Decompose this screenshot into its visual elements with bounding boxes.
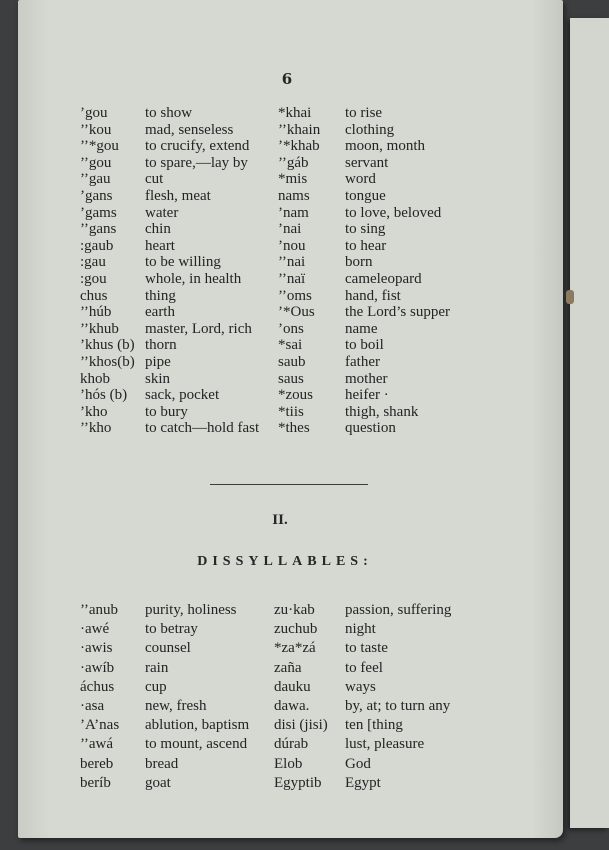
word-1: ’gou: [80, 105, 108, 121]
word-2: ’*khab: [278, 138, 320, 155]
word-2: *tiis: [278, 403, 304, 420]
meaning-2: hand, fist: [345, 287, 401, 304]
meaning-1: pipe: [145, 354, 171, 370]
meaning-1: goat: [145, 774, 171, 791]
meaning-2: born: [345, 254, 373, 271]
meaning-2: moon, month: [345, 138, 426, 155]
word-2: dúrab: [274, 736, 309, 753]
meaning-2: to feel: [345, 659, 383, 676]
meaning-2: father: [345, 354, 380, 370]
word-2: ’’naï: [278, 271, 306, 287]
meaning-2: ways: [345, 678, 376, 695]
vocabulary-row: [0, 271, 609, 288]
vocabulary-row: [0, 238, 609, 255]
word-1: ’’gans: [80, 221, 117, 238]
word-1: áchus: [80, 678, 115, 695]
word-1: ·awíb: [80, 659, 115, 676]
meaning-1: whole, in health: [145, 271, 242, 287]
section-divider: [210, 484, 368, 485]
meaning-2: night: [345, 621, 376, 638]
word-2: zaña: [274, 659, 302, 676]
meaning-2: the Lord’s supper: [345, 304, 450, 321]
vocabulary-row: [0, 698, 609, 715]
meaning-1: heart: [145, 237, 175, 254]
word-1: ’’anub: [80, 602, 119, 618]
vocabulary-row: [0, 736, 609, 753]
word-1: khob: [80, 370, 110, 387]
word-2: *za*zá: [274, 640, 316, 657]
word-1: ’’húb: [80, 304, 112, 321]
meaning-1: flesh, meat: [145, 188, 211, 204]
word-2: ’’gáb: [278, 154, 309, 171]
word-1: :gou: [80, 271, 107, 287]
section-number: II.: [272, 512, 288, 528]
meaning-2: mother: [345, 370, 388, 387]
word-2: zuchub: [274, 621, 318, 638]
word-1: chus: [80, 287, 108, 304]
vocabulary-row: [0, 122, 609, 139]
word-2: ’’khain: [278, 121, 321, 138]
vocabulary-row: [0, 679, 609, 696]
vocabulary-row: [0, 205, 609, 222]
meaning-1: to mount, ascend: [145, 736, 248, 753]
meaning-2: name: [345, 320, 378, 337]
word-1: ’khus (b): [80, 337, 135, 354]
word-1: ’’kho: [80, 420, 112, 437]
word-1: ·awé: [80, 621, 110, 638]
meaning-2: clothing: [345, 121, 395, 138]
vocabulary-row: [0, 756, 609, 773]
vocabulary-row: [0, 155, 609, 172]
meaning-1: thing: [145, 287, 176, 304]
meaning-1: new, fresh: [145, 698, 207, 714]
vocabulary-row: [0, 188, 609, 205]
word-1: ’gams: [80, 204, 117, 221]
vocabulary-row: [0, 717, 609, 734]
meaning-2: to taste: [345, 640, 388, 657]
word-2: *thes: [278, 420, 310, 437]
vocabulary-row: [0, 602, 609, 619]
word-2: dawa.: [274, 698, 310, 714]
meaning-2: ten [thing: [345, 717, 403, 734]
meaning-1: cut: [145, 171, 164, 188]
word-1: ’hós (b): [80, 387, 128, 404]
meaning-2: heifer ·: [345, 387, 389, 404]
word-1: bereb: [80, 755, 114, 772]
word-1: ’gans: [80, 188, 113, 204]
meaning-2: word: [345, 171, 376, 188]
vocabulary-row: [0, 288, 609, 305]
word-2: ’ons: [278, 320, 304, 337]
meaning-1: to betray: [145, 621, 198, 638]
meaning-2: thigh, shank: [345, 403, 419, 420]
word-2: ’’oms: [278, 287, 312, 304]
word-2: Egyptib: [274, 774, 322, 791]
meaning-1: bread: [145, 755, 179, 772]
meaning-2: lust, pleasure: [345, 736, 425, 753]
vocabulary-row: [0, 138, 609, 155]
meaning-1: master, Lord, rich: [145, 320, 252, 337]
word-2: *sai: [278, 337, 303, 354]
meaning-1: skin: [145, 370, 171, 387]
vocabulary-row: [0, 354, 609, 371]
section-title: DISSYLLABLES:: [197, 554, 373, 569]
word-1: beríb: [80, 774, 111, 791]
word-1: ’’awá: [80, 736, 114, 753]
meaning-1: cup: [145, 678, 167, 695]
word-1: ’’khos(b): [80, 354, 135, 370]
meaning-1: water: [145, 204, 179, 221]
word-2: *zous: [278, 387, 313, 404]
word-1: ’kho: [80, 403, 108, 420]
vocabulary-row: [0, 171, 609, 188]
meaning-1: counsel: [145, 640, 191, 657]
page-number: 6: [281, 70, 293, 88]
word-2: ’’nai: [278, 254, 306, 271]
word-1: ·awis: [80, 640, 113, 657]
word-1: :gau: [80, 254, 106, 271]
meaning-1: to catch—hold fast: [145, 420, 260, 437]
meaning-1: to be willing: [145, 254, 221, 271]
vocabulary-row: [0, 337, 609, 354]
meaning-2: cameleopard: [345, 271, 422, 287]
vocabulary-row: [0, 105, 609, 122]
word-2: dauku: [274, 678, 311, 695]
vocabulary-row: [0, 775, 609, 792]
meaning-2: to hear: [345, 237, 387, 254]
word-2: saub: [278, 354, 306, 370]
word-2: saus: [278, 370, 304, 387]
word-1: ’’khub: [80, 320, 119, 337]
vocabulary-row: [0, 404, 609, 421]
meaning-2: to boil: [345, 337, 384, 354]
meaning-2: tongue: [345, 188, 386, 204]
word-1: ’’*gou: [80, 138, 119, 155]
word-1: ’’gou: [80, 154, 112, 171]
word-2: ’nai: [278, 221, 302, 238]
meaning-1: thorn: [145, 337, 177, 354]
meaning-1: earth: [145, 304, 175, 321]
meaning-1: rain: [145, 659, 169, 676]
meaning-1: to spare,—lay by: [145, 154, 248, 171]
word-2: ’*Ous: [278, 304, 315, 321]
meaning-1: chin: [145, 221, 171, 238]
meaning-2: to rise: [345, 105, 383, 121]
vocabulary-row: [0, 221, 609, 238]
meaning-1: ablution, baptism: [145, 717, 250, 734]
meaning-1: to bury: [145, 403, 188, 420]
meaning-1: mad, senseless: [145, 121, 234, 138]
word-1: ’’kou: [80, 121, 112, 138]
word-2: ’nou: [278, 237, 306, 254]
word-2: ’nam: [278, 204, 309, 221]
word-2: *mis: [278, 171, 308, 188]
vocabulary-row: [0, 621, 609, 638]
word-1: :gaub: [80, 237, 114, 254]
meaning-1: sack, pocket: [145, 387, 220, 404]
vocabulary-row: [0, 254, 609, 271]
word-2: *khai: [278, 105, 312, 121]
word-1: ’A’nas: [80, 717, 120, 734]
meaning-1: purity, holiness: [145, 602, 237, 618]
meaning-1: to crucify, extend: [145, 138, 250, 155]
word-1: ’’gau: [80, 171, 111, 188]
vocabulary-row: [0, 660, 609, 677]
word-2: zu·kab: [274, 602, 315, 618]
word-1: ·asa: [80, 698, 105, 714]
word-2: nams: [278, 188, 310, 204]
word-2: disi (jisi): [274, 717, 328, 734]
meaning-2: God: [345, 755, 371, 772]
meaning-2: passion, suffering: [345, 602, 452, 618]
meaning-2: by, at; to turn any: [345, 698, 451, 714]
meaning-2: to sing: [345, 221, 386, 238]
vocabulary-row: [0, 304, 609, 321]
meaning-2: to love, beloved: [345, 204, 442, 221]
vocabulary-row: [0, 321, 609, 338]
vocabulary-row: [0, 640, 609, 657]
meaning-2: question: [345, 420, 396, 437]
meaning-2: servant: [345, 154, 389, 171]
vocabulary-row: [0, 420, 609, 437]
vocabulary-row: [0, 371, 609, 388]
meaning-2: Egypt: [345, 774, 381, 791]
word-2: Elob: [274, 755, 303, 772]
meaning-1: to show: [145, 105, 193, 121]
vocabulary-row: [0, 387, 609, 404]
